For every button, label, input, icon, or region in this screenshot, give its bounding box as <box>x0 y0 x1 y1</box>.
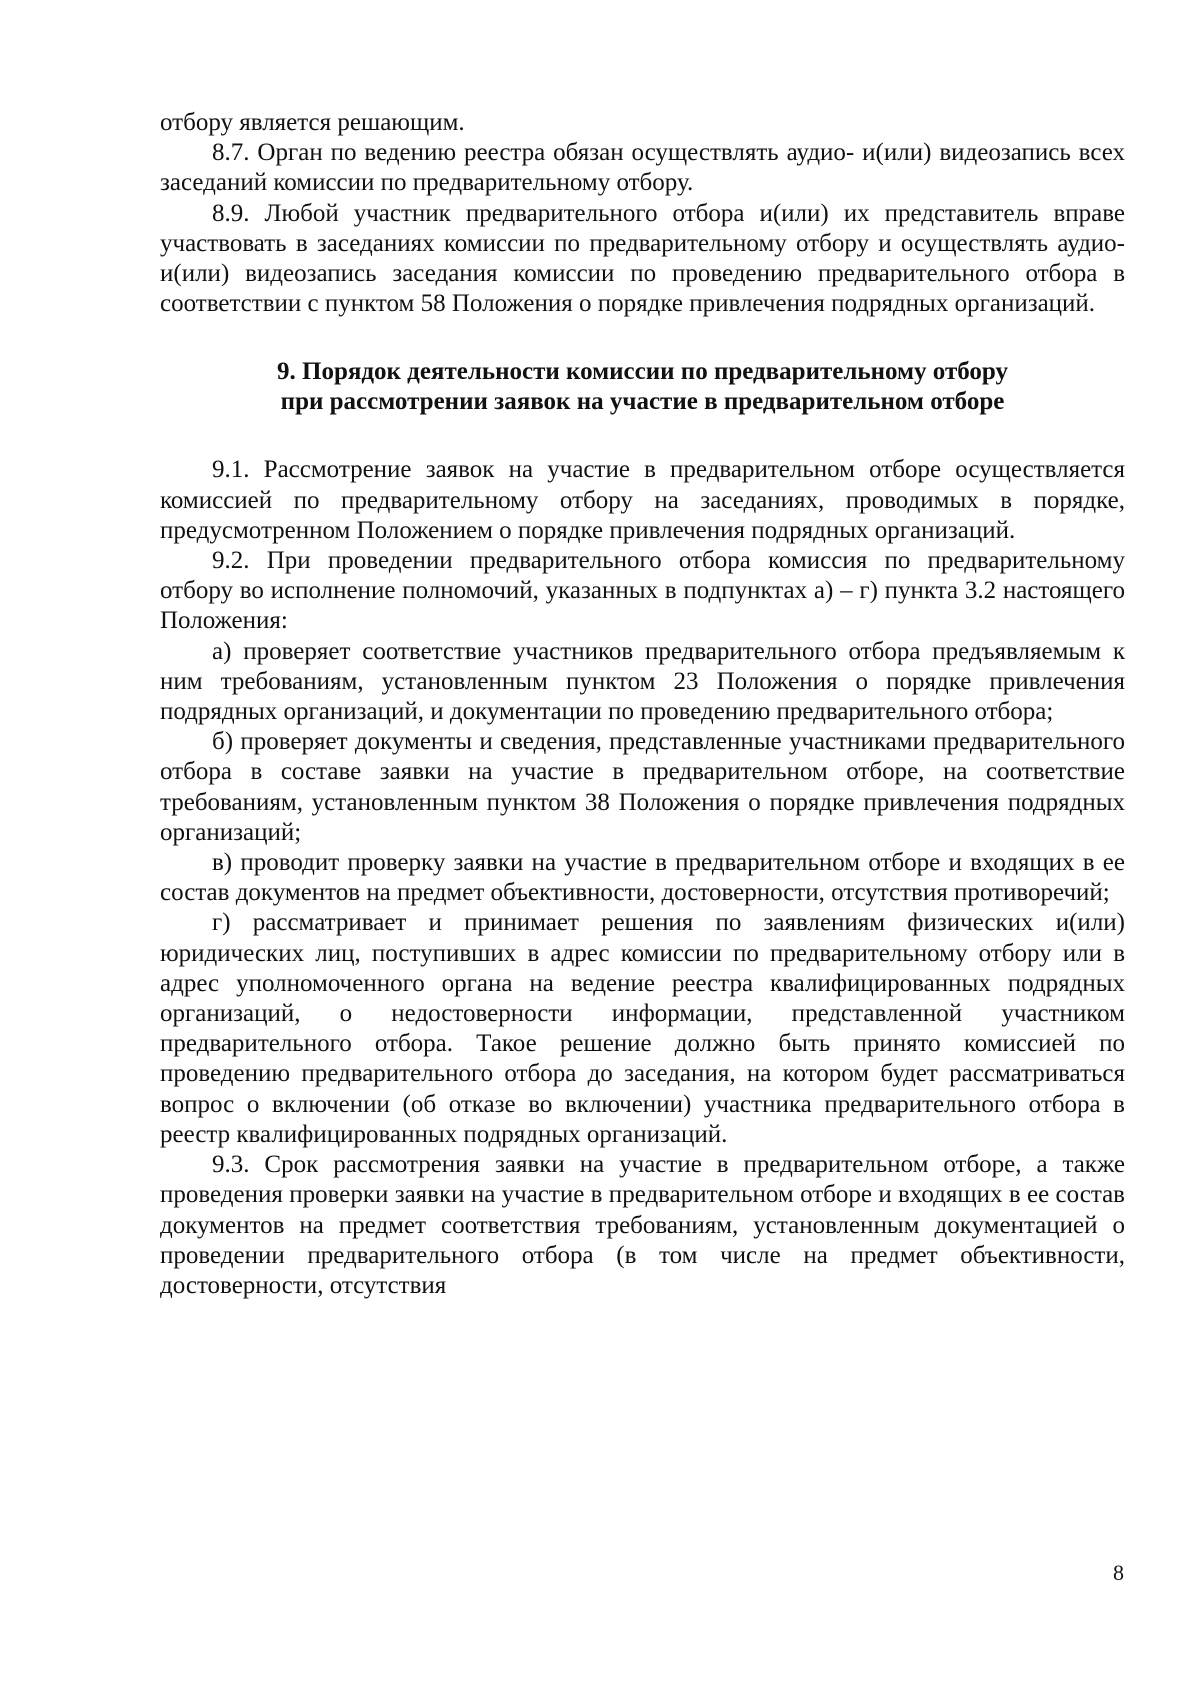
section-heading-line1: 9. Порядок деятельности комиссии по предварительному отбору <box>277 358 1008 386</box>
paragraph-9-3: 9.3. Срок рассмотрения заявки на участие в предварительном отборе, а также проведения проверки заявки на участие в предварительном отборе и входящих в ее состав документов на предмет соответствия требованиям, установленным документацией о проведении предварительного отбора (в том числе на предмет объективности, достоверности, отсутствия <box>160 1151 1125 1299</box>
page-number: 8 <box>1113 1560 1124 1585</box>
paragraph-9-1: 9.1. Рассмотрение заявок на участие в предварительном отборе осуществляется комиссией по предварительному отбору на заседаниях, проводимых в порядке, предусмотренном Положением о порядке привлечения подрядных организаций. <box>160 456 1125 544</box>
paragraph-8-7: 8.7. Орган по ведению реестра обязан осуществлять аудио- и(или) видеозапись всех заседаний комиссии по предварительному отбору. <box>160 139 1125 197</box>
paragraph-9-2-v: в) проводит проверку заявки на участие в предварительном отборе и входящих в ее состав документов на предмет объективности, достоверности, отсутствия противоречий; <box>160 849 1125 907</box>
paragraph-8-9: 8.9. Любой участник предварительного отбора и(или) их представитель вправе участвовать в заседаниях комиссии по предварительному отбору и осуществлять аудио- и(или) видеозапись заседания комиссии по проведению предварительного отбора в соответствии с пунктом 58 Положения о порядке привлечения подрядных организаций. <box>160 199 1125 318</box>
document-page <box>160 108 1125 1301</box>
paragraph-9-2-a: а) проверяет соответствие участников предварительного отбора предъявляемым к ним требованиям, установленным пунктом 23 Положения о порядке привлечения подрядных организаций, и документации по проведению предварительного отбора; <box>160 637 1125 726</box>
section-heading-9 <box>160 357 1125 417</box>
paragraph-9-2: 9.2. При проведении предварительного отбора комиссия по предварительному отбору во исполнение полномочий, указанных в подпунктах а) – г) пункта 3.2 настоящего Положения: <box>160 547 1125 635</box>
paragraph-9-2-b: б) проверяет документы и сведения, представленные участниками предварительного отбора в составе заявки на участие в предварительном отборе, на соответствие требованиям, установленным пунктом 38 Положения о порядке привлечения подрядных организаций; <box>160 728 1125 846</box>
paragraph-9-2-g: г) рассматривает и принимает решения по заявлениям физических и(или) юридических лиц, поступивших в адрес комиссии по предварительному отбору или в адрес уполномоченного органа на ведение реестра квалифицированных подрядных организаций, о недостоверности информации, представленной участником предварительного отбора. Такое решение должно быть принято комиссией по проведению предварительного отбора до заседания, на котором будет рассматриваться вопрос о включении (об отказе во включении) участника предварительного отбора в реестр квалифицированных подрядных организаций. <box>160 909 1125 1148</box>
paragraph-continuation: отбору является решающим. <box>160 109 465 136</box>
section-heading-line2: при рассмотрении заявок на участие в предварительном отборе <box>280 388 1005 416</box>
